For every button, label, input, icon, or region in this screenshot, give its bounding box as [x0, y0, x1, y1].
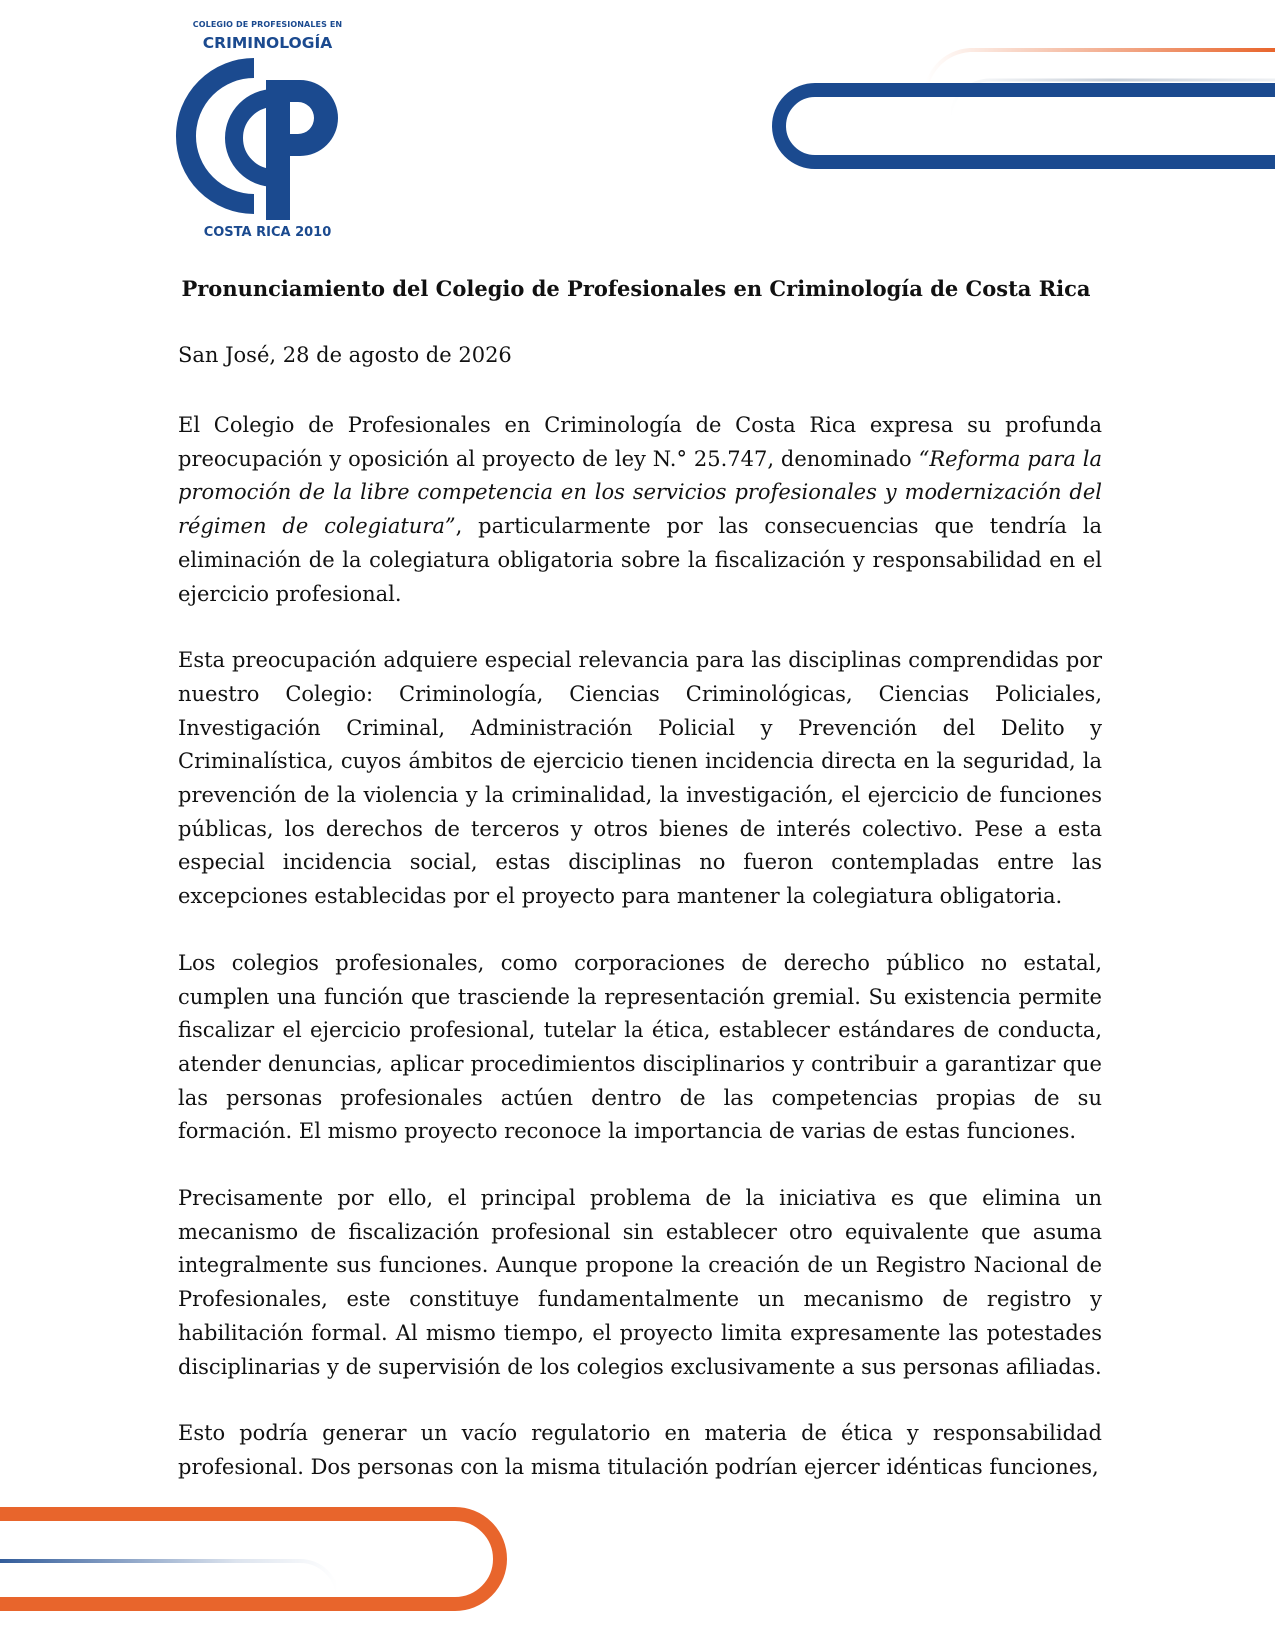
logo-bottom-line: COSTA RICA 2010 — [203, 225, 332, 240]
paragraph-3: Los colegios profesionales, como corporaciones de derecho público no estatal, cumplen una función que trasciende la representación gremial. Su existencia permite fiscalizar el ejercicio profesional, tutelar la ética, establecer estándares de conducta, atender denuncias, aplicar procedimientos disciplinarios y contribuir a garantizar que las personas profesionales actúen dentro de las competencias propias de su formación. El mismo proyecto reconoce la importancia de varias de estas funciones. — [178, 950, 1102, 1144]
paragraph-1 — [178, 409, 1102, 611]
document-title: Pronunciamiento del Colegio de Profesionales en Criminología de Costa Rica — [181, 276, 1091, 301]
paragraph-4: Precisamente por ello, el principal problema de la iniciativa es que elimina un mecanismo de fiscalización profesional sin establecer otro equivalente que asuma integralmente sus funciones. Aunque propone la creación de un Registro Nacional de Profesionales, este constituye fundamentalmente un mecanismo de registro y habilitación formal. Al mismo tiempo, el proyecto limita expresamente las potestades disciplinarias y de supervisión de los colegios exclusivamente a sus personas afiliadas. — [178, 1186, 1102, 1379]
document-body — [178, 409, 1102, 1518]
logo-top-line: COLEGIO DE PROFESIONALES EN — [192, 20, 343, 29]
college-logo — [170, 18, 370, 248]
paragraph-2: Esta preocupación adquiere especial relevancia para las disciplinas comprendidas por nuestro Colegio: Criminología, Ciencias Criminológicas, Ciencias Policiales, Investigación Criminal, Administración Policial y Prevención del Delito y Criminalística, cuyos ámbitos de ejercicio tienen incidencia directa en la seguridad, la prevención de la violencia y la criminalidad, la investigación, el ejercicio de funciones públicas, los derechos de terceros y otros bienes de interés colectivo. Pese a esta especial incidencia social, estas disciplinas no fueron contempladas entre las excepciones establecidas por el proyecto para mantener la colegiatura obligatoria. — [178, 648, 1102, 909]
ccp-emblem-icon — [170, 58, 365, 223]
paragraph-1-end: , particularmente por las consecuencias que tendría la eliminación de la colegiatura obligatoria sobre la fiscalización y responsabilidad en el ejercicio profesional. — [178, 514, 1102, 606]
bottom-left-decorative-stripes — [0, 1505, 520, 1645]
top-right-decorative-stripes — [770, 40, 1275, 190]
date-line: San José, 28 de agosto de 2026 — [178, 343, 512, 367]
bill-name-italic: “Reforma para la promoción de la libre competencia en los servicios profesionales y modernización del régimen de colegiatura” — [178, 446, 1102, 539]
logo-name: CRIMINOLOGÍA — [202, 34, 333, 52]
paragraph-1-text: El Colegio de Profesionales en Criminología de Costa Rica expresa su profunda preocupación y oposición al proyecto de ley N.° 25.747, denominado — [178, 413, 1102, 471]
paragraph-5: Esto podría generar un vacío regulatorio en materia de ética y responsabilidad profesional. Dos personas con la misma titulación podrían ejercer idénticas funciones, — [178, 1421, 1102, 1479]
